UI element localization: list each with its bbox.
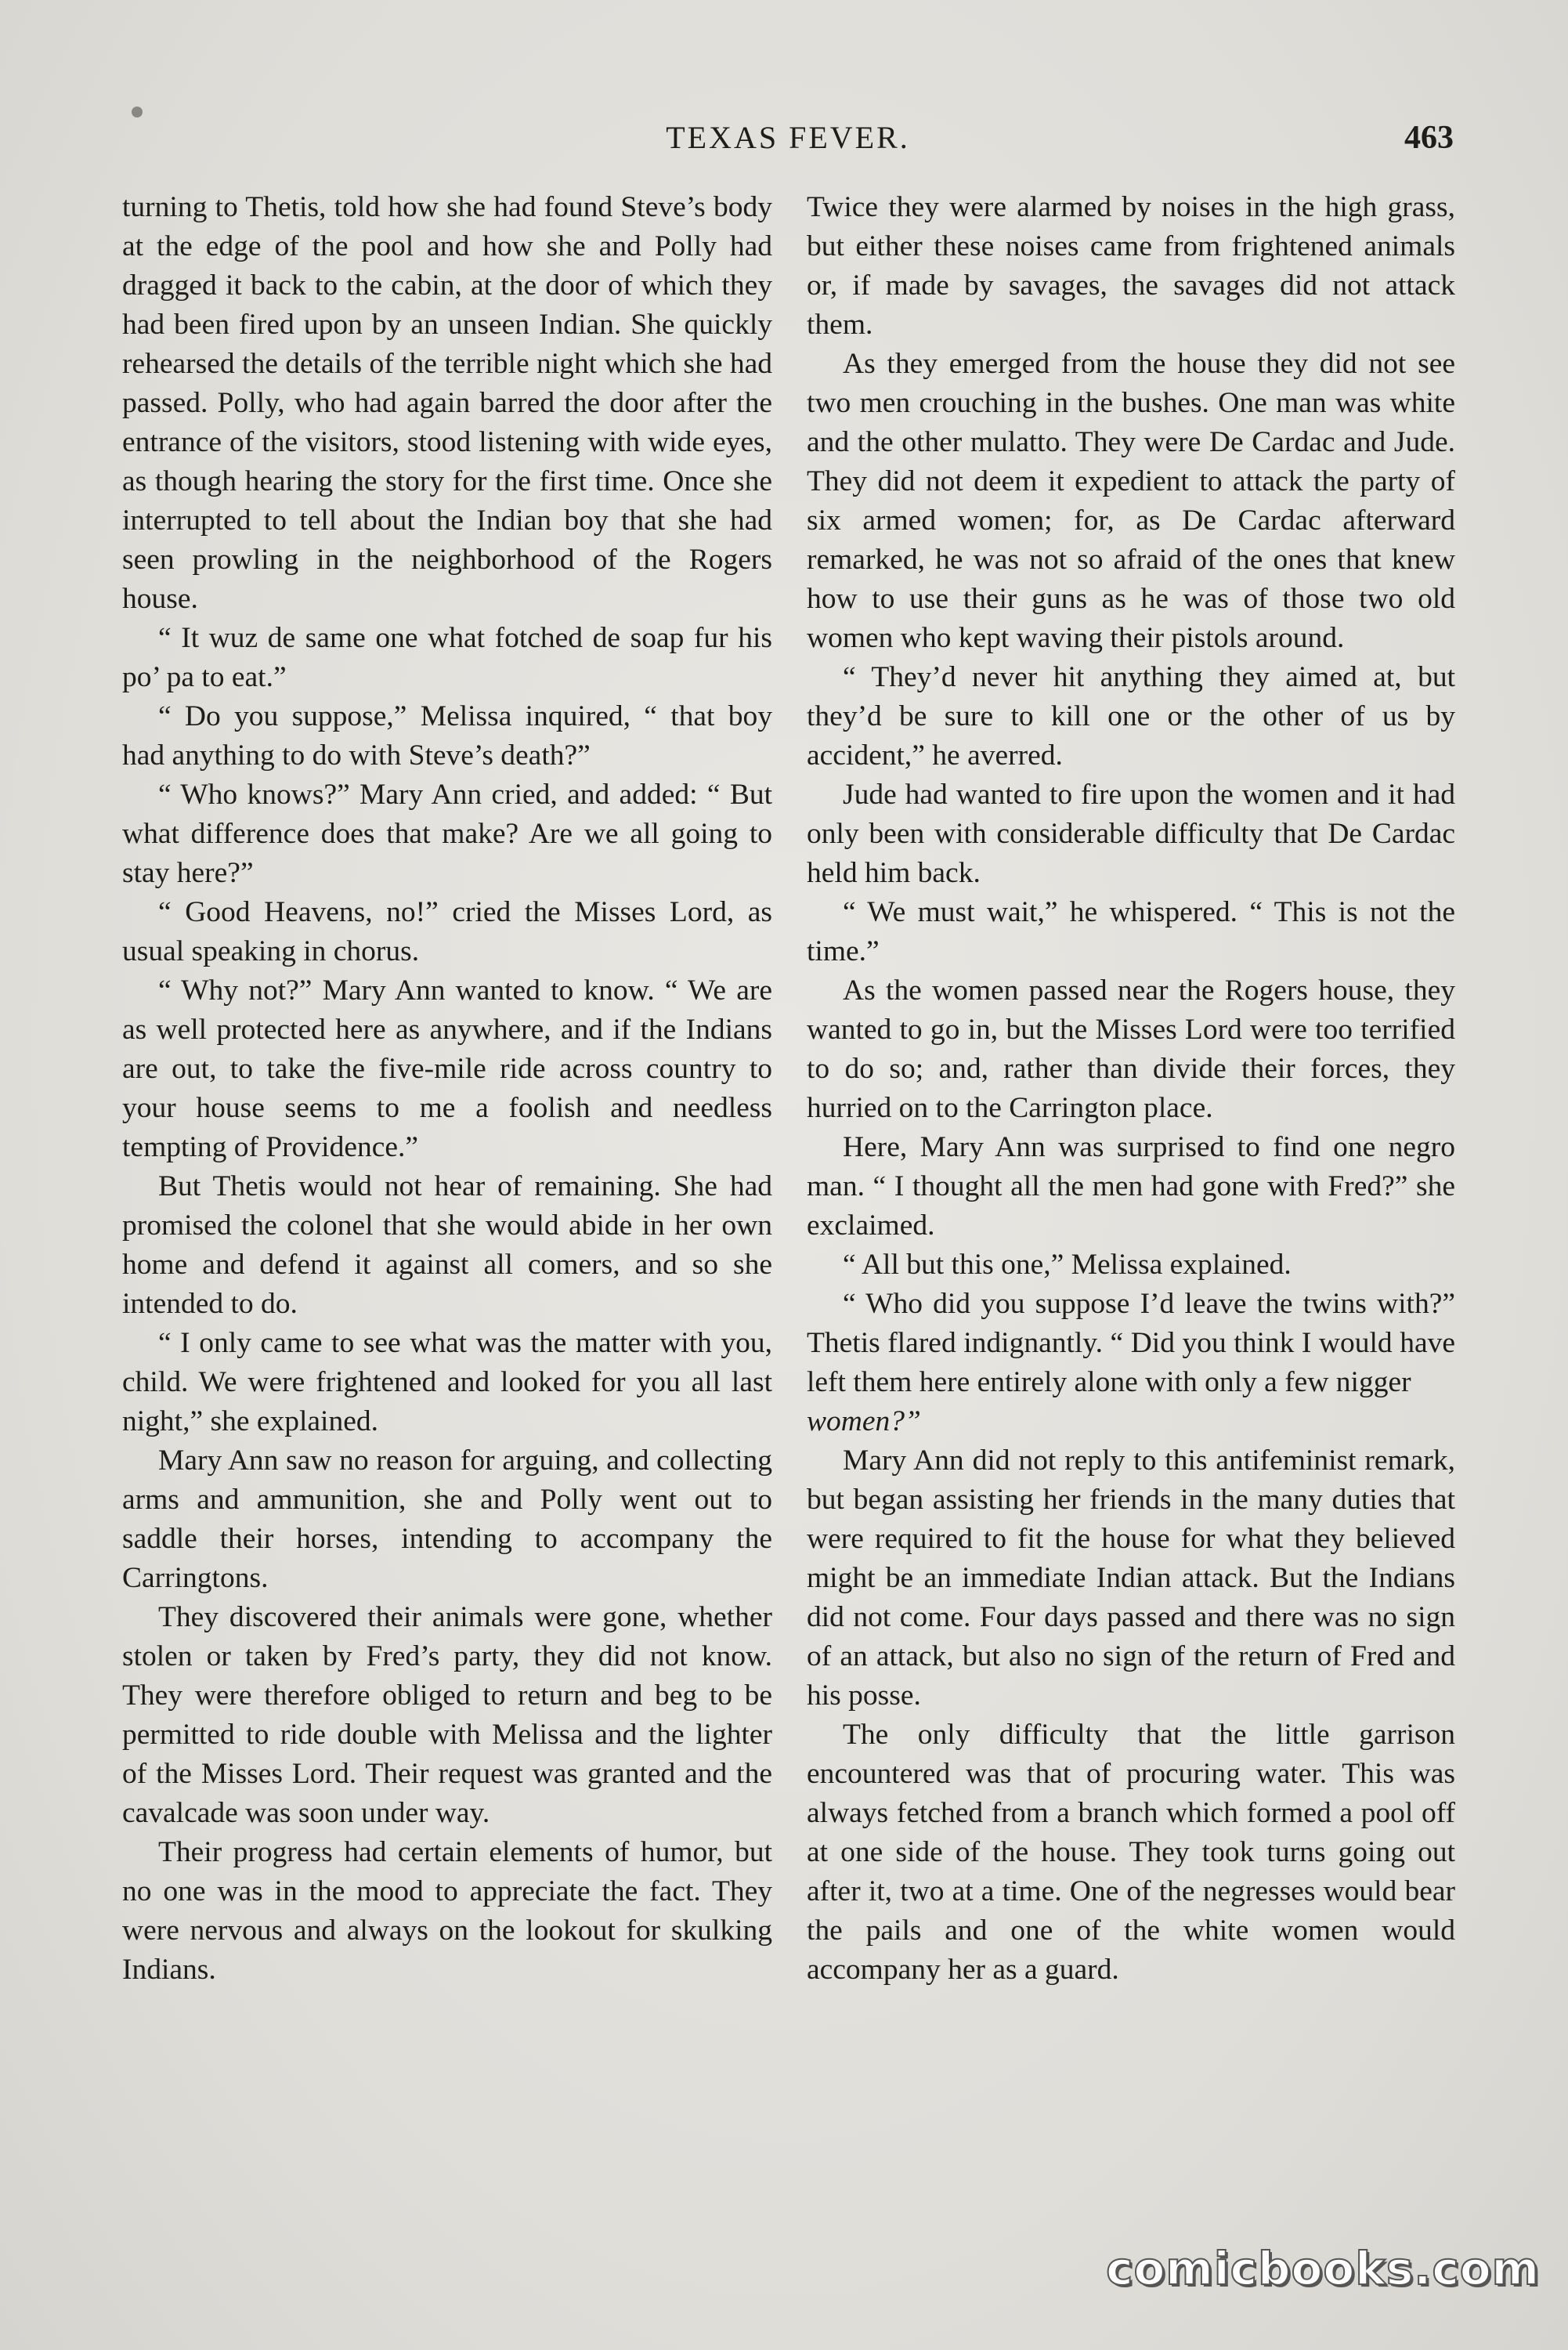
paragraph: They discovered their animals were gone, whether stolen or taken by Fred’s party, they did not know. They were therefore obliged to return and beg to be permitted to ride double with Melissa and the lighter of the Misses Lord. Their request was granted and the cavalcade was soon under way. [122, 1601, 772, 1829]
paragraph-continuation [807, 1402, 1455, 1441]
paragraph: But Thetis would not hear of remaining. She had promised the colonel that she would abide in her own home and defend it against all comers, and so she intended to do. [122, 1170, 772, 1320]
paragraph: “ Good Heavens, no!” cried the Misses Lord, as usual speaking in chorus. [122, 896, 772, 967]
running-head: TEXAS FEVER. [666, 120, 910, 155]
watermark-logo: comicbooks.com [1106, 2242, 1540, 2295]
italic-text: women?” [807, 1405, 921, 1437]
paragraph: Mary Ann saw no reason for arguing, and collecting arms and ammunition, she and Polly went out to saddle their horses, intending to accompany the Carringtons. [122, 1444, 772, 1594]
page-header [122, 118, 1454, 164]
paragraph: “ Who knows?” Mary Ann cried, and added: “ But what difference does that make? Are we all going to stay here?” [122, 779, 772, 889]
paragraph: The only difficulty that the little garrison encountered was that of procuring water. This was always fetched from a branch which formed a pool off at one side of the house. They took turns going out after it, two at a time. One of the negresses would bear the pails and one of the white women would accompany her as a guard. [807, 1719, 1455, 1986]
paragraph: Jude had wanted to fire upon the women and it had only been with considerable difficulty that De Cardac held him back. [807, 779, 1455, 889]
paragraph: “ All but this one,” Melissa explained. [843, 1249, 1292, 1281]
right-column [807, 188, 1455, 1990]
paragraph: Mary Ann did not reply to this antifeminist remark, but began assisting her friends in the many duties that were required to fit the house for what they believed might be an immediate Indian attack. But the Indians did not come. Four days passed and there was no sign of an attack, but also no sign of the return of Fred and his posse. [807, 1444, 1455, 1712]
paragraph: As they emerged from the house they did not see two men crouching in the bushes. One man was white and the other mulatto. They were De Cardac and Jude. They did not deem it expedient to attack the party of six armed women; for, as De Cardac afterward remarked, he was not so afraid of the ones that knew how to use their guns as he was of those two old women who kept waving their pistols around. [807, 348, 1455, 654]
paragraph: turning to Thetis, told how she had found Steve’s body at the edge of the pool and how she and Polly had dragged it back to the cabin, at the door of which they had been fired upon by an unseen Indian. She quickly rehearsed the details of the terrible night which she had passed. Polly, who had again barred the door after the entrance of the visitors, stood listening with wide eyes, as though hearing the story for the first time. Once she interrupted to tell about the Indian boy that she had seen prowling in the neighborhood of the Rogers house. [122, 191, 772, 615]
paragraph: “ I only came to see what was the matter with you, child. We were frightened and looked for you all last night,” she explained. [122, 1327, 772, 1437]
paragraph: As the women passed near the Rogers house, they wanted to go in, but the Misses Lord were too terrified to do so; and, rather than divide their forces, they hurried on to the Carrington place. [807, 974, 1455, 1124]
paragraph: Here, Mary Ann was surprised to find one negro man. “ I thought all the men had gone with Fred?” she exclaimed. [807, 1131, 1455, 1242]
paragraph: “ We must wait,” he whispered. “ This is not the time.” [807, 896, 1455, 967]
ink-speck [132, 107, 143, 118]
left-column [122, 188, 772, 1990]
paragraph: “ Why not?” Mary Ann wanted to know. “ We are as well protected here as anywhere, and if the Indians are out, to take the five-mile ride across country to your house seems to me a foolish and needless tempting of Providence.” [122, 974, 772, 1163]
paragraph: Their progress had certain elements of humor, but no one was in the mood to appreciate the fact. They were nervous and always on the lookout for skulking Indians. [122, 1836, 772, 1986]
paragraph: “ They’d never hit anything they aimed at, but they’d be sure to kill one or the other of us by accident,” he averred. [807, 661, 1455, 772]
page-number: 463 [1404, 120, 1454, 156]
paragraph: “ Do you suppose,” Melissa inquired, “ that boy had anything to do with Steve’s death?” [122, 700, 772, 772]
paragraph: “ Who did you suppose I’d leave the twins with?” Thetis flared indignantly. “ Did you think I would have left them here entirely alone with only a few nigger [807, 1288, 1455, 1398]
paragraph: “ It wuz de same one what fotched de soap fur his po’ pa to eat.” [122, 622, 772, 693]
paragraph: Twice they were alarmed by noises in the high grass, but either these noises came from frightened animals or, if made by savages, the savages did not attack them. [807, 191, 1455, 341]
